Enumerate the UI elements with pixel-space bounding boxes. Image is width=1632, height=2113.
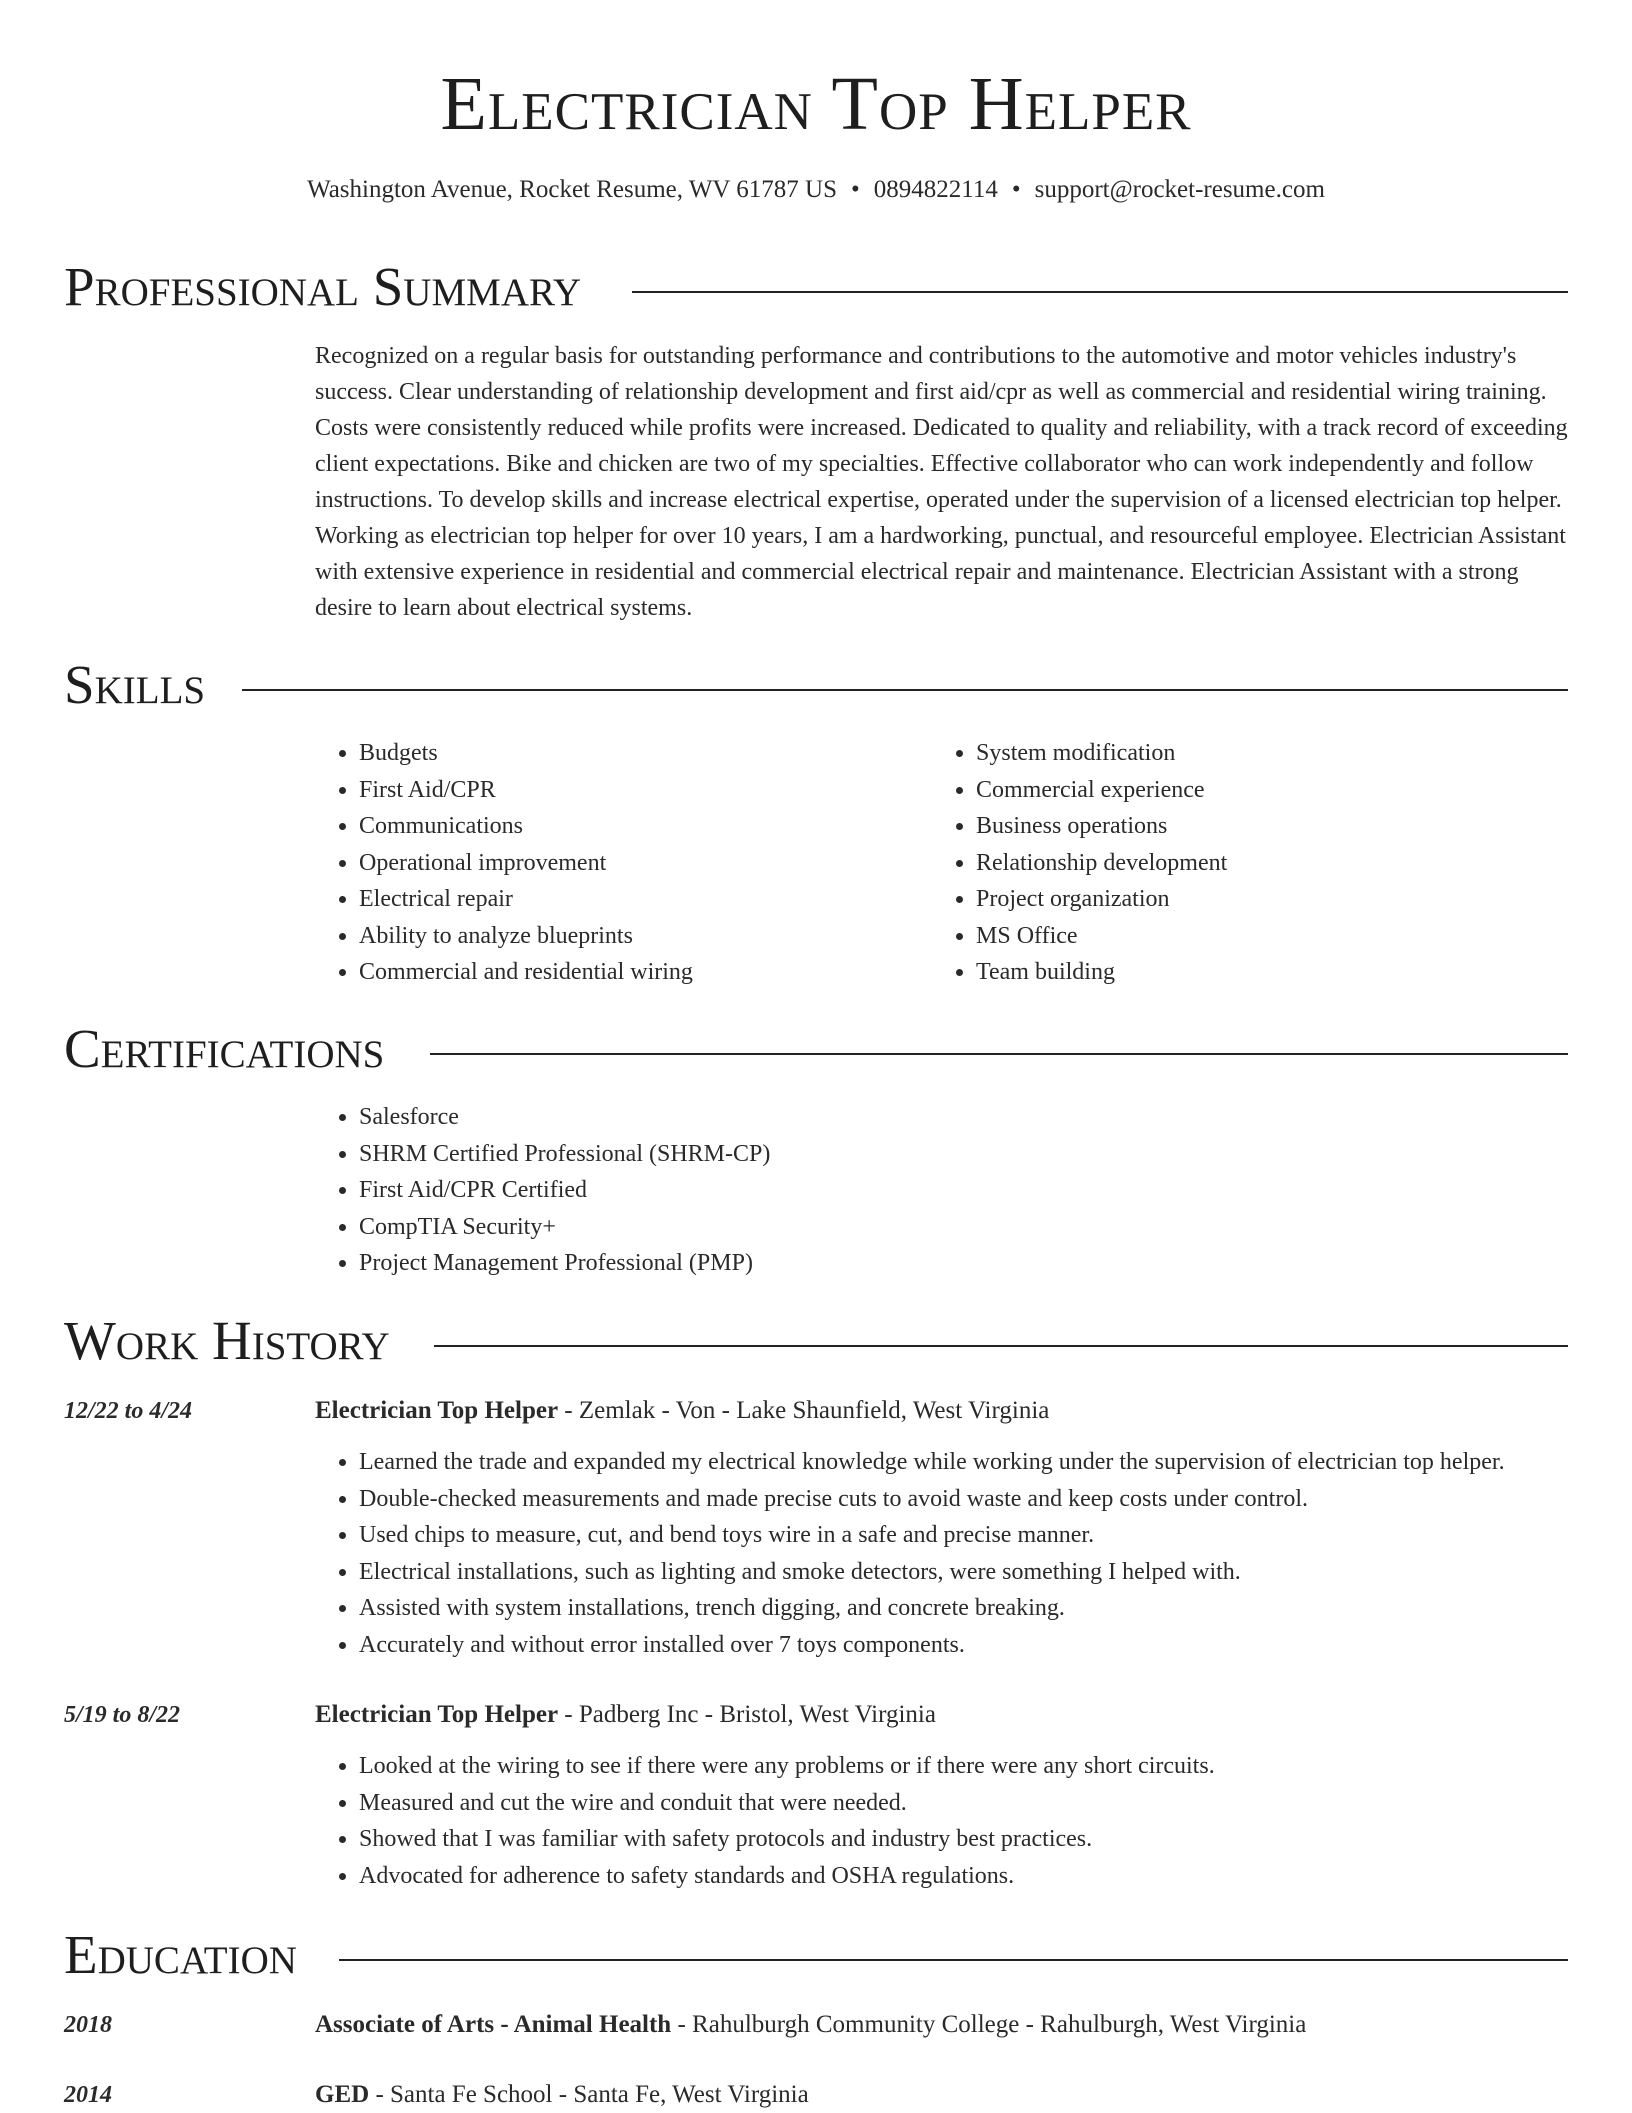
certification-item: • CompTIA Security+ xyxy=(359,1209,1568,1246)
job-duty-item: • Advocated for adherence to safety standards and OSHA regulations. xyxy=(359,1858,1568,1895)
skills-right-column xyxy=(932,735,1532,991)
job-duty-item: • Accurately and without error installed over 7 toys components. xyxy=(359,1627,1568,1664)
section-header-work-history xyxy=(64,1306,1568,1376)
candidate-name: Electrician Top Helper xyxy=(440,62,1192,146)
job-duties-list xyxy=(315,1444,1568,1663)
section-title: Education xyxy=(64,1924,297,1985)
job-heading xyxy=(315,1697,936,1733)
job-duty-item: • Used chips to measure, cut, and bend toys wire in a safe and precise manner. xyxy=(359,1517,1568,1554)
job-duty-item: • Showed that I was familiar with safety protocols and industry best practices. xyxy=(359,1821,1568,1858)
job-duties-list xyxy=(315,1748,1568,1894)
certification-item: • First Aid/CPR Certified xyxy=(359,1172,1568,1209)
job-dates: 5/19 to 8/22 xyxy=(64,1702,181,1728)
job-duty-item: • Learned the trade and expanded my electrical knowledge while working under the supervision of electrician top helper. xyxy=(359,1444,1568,1481)
education-school-location: - Santa Fe School - Santa Fe, West Virginia xyxy=(369,2081,809,2108)
section-title: Professional Summary xyxy=(64,256,582,317)
skill-item: • Business operations xyxy=(976,808,1532,845)
section-header-skills xyxy=(64,650,1568,720)
summary-block xyxy=(315,338,1568,626)
section-title: Work History xyxy=(64,1310,390,1371)
section-divider xyxy=(430,1053,1568,1055)
education-entry xyxy=(315,2007,1306,2043)
job-duty-item: • Double-checked measurements and made precise cuts to avoid waste and keep costs under control. xyxy=(359,1481,1568,1518)
skills-left-column xyxy=(315,735,915,991)
skill-item: • Commercial and residential wiring xyxy=(359,954,915,991)
section-divider xyxy=(434,1345,1568,1347)
job-duty-item: • Electrical installations, such as lighting and smoke detectors, were something I helped with. xyxy=(359,1554,1568,1591)
job-duty-item: • Assisted with system installations, trench digging, and concrete breaking. xyxy=(359,1590,1568,1627)
job-heading xyxy=(315,1393,1049,1429)
summary-text: Recognized on a regular basis for outstanding performance and contributions to the automotive and motor vehicles industry's success. Clear understanding of relationship development and first aid/cpr as well as commercial and residential wiring training. Costs were consistently reduced while profits were increased. Dedicated to quality and reliability, with a track record of exceeding client expectations. Bike and chicken are two of my specialties. Effective collaborator who can work independently and follow instructions. To develop skills and increase electrical expertise, operated under the supervision of a licensed electrician top helper. Working as electrician top helper for over 10 years, I am a hardworking, punctual, and resourceful employee. Electrician Assistant with extensive experience in residential and commercial electrical repair and maintenance. Electrician Assistant with a strong desire to learn about electrical systems. xyxy=(315,343,1568,621)
contact-separator: • xyxy=(850,176,860,203)
education-degree: GED xyxy=(315,2081,370,2108)
contact-separator: • xyxy=(1011,176,1021,203)
education-school-location: - Rahulburgh Community College - Rahulburgh, West Virginia xyxy=(671,2011,1307,2038)
section-header-education xyxy=(64,1920,1568,1990)
contact-phone: 0894822114 xyxy=(873,176,998,203)
education-year: 2018 xyxy=(64,2012,112,2038)
job-duty-item: • Looked at the wiring to see if there were any problems or if there were any short circuits. xyxy=(359,1748,1568,1785)
section-divider xyxy=(339,1959,1568,1961)
skill-item: • Electrical repair xyxy=(359,881,915,918)
contact-email: support@rocket-resume.com xyxy=(1034,176,1325,203)
contact-address: Washington Avenue, Rocket Resume, WV 61787 US xyxy=(307,176,837,203)
education-year: 2014 xyxy=(64,2082,112,2108)
job-employer-location: - Padberg Inc - Bristol, West Virginia xyxy=(558,1701,936,1728)
job-title: Electrician Top Helper xyxy=(315,1701,559,1728)
skill-item: • Team building xyxy=(976,954,1532,991)
skill-item: • Commercial experience xyxy=(976,772,1532,809)
certifications-list xyxy=(315,1099,1568,1282)
job-title: Electrician Top Helper xyxy=(315,1397,559,1424)
skill-item: • System modification xyxy=(976,735,1532,772)
skill-item: • Operational improvement xyxy=(359,845,915,882)
certification-item: • SHRM Certified Professional (SHRM-CP) xyxy=(359,1136,1568,1173)
section-title: Certifications xyxy=(64,1018,385,1079)
section-header-certifications xyxy=(64,1014,1568,1084)
skill-item: • Project organization xyxy=(976,881,1532,918)
education-entry xyxy=(315,2077,809,2113)
section-divider xyxy=(632,291,1568,293)
skill-item: • Ability to analyze blueprints xyxy=(359,918,915,955)
job-dates: 12/22 to 4/24 xyxy=(64,1398,193,1424)
skill-item: • Budgets xyxy=(359,735,915,772)
skill-item: • Communications xyxy=(359,808,915,845)
skill-item: • Relationship development xyxy=(976,845,1532,882)
education-degree: Associate of Arts - Animal Health xyxy=(315,2011,672,2038)
certification-item: • Project Management Professional (PMP) xyxy=(359,1245,1568,1282)
skill-item: • MS Office xyxy=(976,918,1532,955)
section-title: Skills xyxy=(64,654,206,715)
job-duty-item: • Measured and cut the wire and conduit that were needed. xyxy=(359,1785,1568,1822)
certification-item: • Salesforce xyxy=(359,1099,1568,1136)
section-divider xyxy=(242,689,1568,691)
skill-item: • First Aid/CPR xyxy=(359,772,915,809)
job-employer-location: - Zemlak - Von - Lake Shaunfield, West Virginia xyxy=(558,1397,1050,1424)
contact-line xyxy=(0,172,1632,208)
section-header-summary xyxy=(64,252,1568,322)
